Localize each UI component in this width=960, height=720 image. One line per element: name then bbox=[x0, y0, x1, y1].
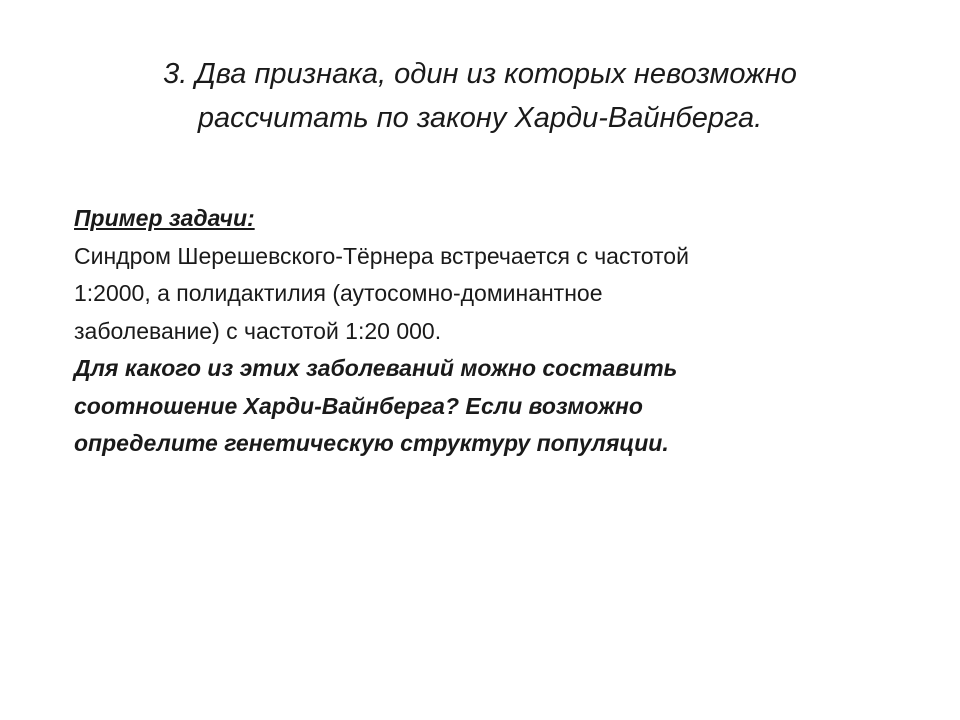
statement-line-2: 1:2000, а полидактилия (аутосомно-доминантное bbox=[74, 280, 603, 306]
question-line-3: определите генетическую структуру популяции. bbox=[74, 430, 669, 456]
question-line-2: соотношение Харди-Вайнберга? Если возможно bbox=[74, 392, 643, 419]
title-line-1: 3. Два признака, один из которых невозможно bbox=[163, 58, 797, 90]
statement-line-1: Синдром Шерешевского-Тёрнера встречается с частотой bbox=[74, 242, 689, 269]
title-line-2: рассчитать по закону Харди-Вайнберга. bbox=[197, 102, 763, 134]
question-line-1: Для какого из этих заболеваний можно составить bbox=[74, 355, 678, 381]
slide-body bbox=[74, 200, 894, 463]
example-heading: Пример задачи: bbox=[74, 205, 255, 231]
statement-line-3: заболевание) с частотой 1:20 000. bbox=[74, 317, 442, 344]
slide-title bbox=[60, 52, 900, 140]
